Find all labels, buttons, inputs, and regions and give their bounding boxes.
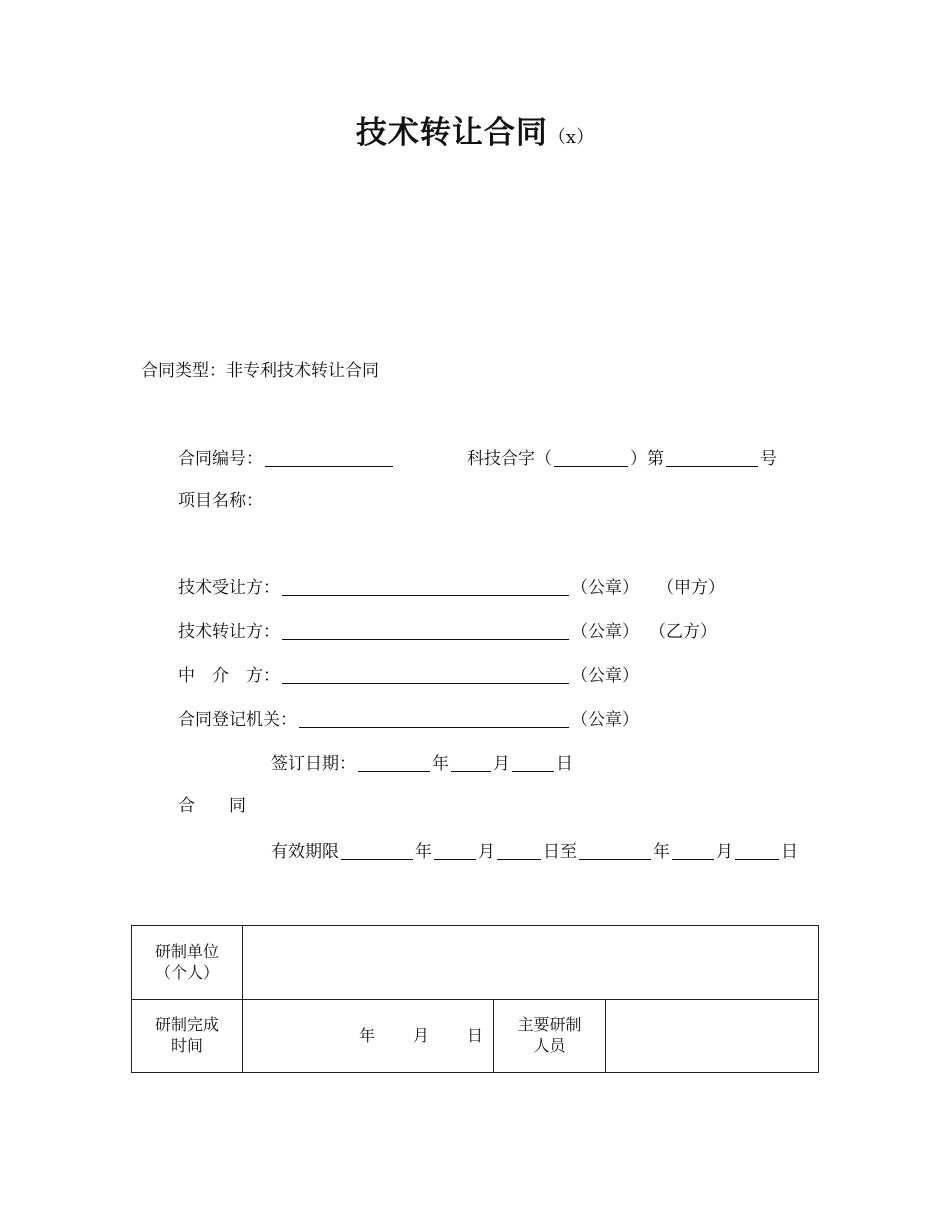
tech-mid: ）第	[630, 449, 664, 469]
contract-no-label: 合同编号：	[178, 449, 263, 469]
valid-from-year-field[interactable]	[341, 842, 413, 860]
project-name-label: 项目名称：	[178, 491, 263, 511]
valid-to-year-field[interactable]	[579, 842, 651, 860]
transferee-row	[178, 578, 725, 597]
valid-from-month-unit: 月	[478, 842, 495, 862]
valid-to-year-unit: 年	[653, 842, 670, 862]
completion-date-cell[interactable]	[243, 1000, 494, 1073]
contract-no-row	[178, 449, 395, 468]
title-main: 技术转让合同	[355, 115, 548, 151]
valid-from-year-unit: 年	[415, 842, 432, 862]
completion-year-unit: 年	[358, 1025, 375, 1045]
tech-contract-no-row	[467, 449, 777, 468]
sign-day-field[interactable]	[512, 754, 554, 772]
transferee-seal: （公章）	[571, 578, 639, 598]
transferee-field[interactable]	[282, 578, 569, 596]
contract-type-value: 非专利技术转让合同	[226, 361, 379, 381]
contract-type-label: 合同类型：	[141, 361, 226, 381]
sign-date-label: 签订日期：	[271, 754, 356, 774]
registrar-seal: （公章）	[571, 710, 639, 730]
sign-day-unit: 日	[556, 754, 573, 774]
validity-label: 有效期限	[271, 842, 339, 862]
table-row	[132, 1000, 819, 1073]
personnel-value-cell[interactable]	[606, 1000, 819, 1073]
contract-type-row	[141, 363, 379, 380]
sign-year-field[interactable]	[358, 754, 430, 772]
transferor-row	[178, 622, 717, 641]
unit-label-line-1: 研制单位	[154, 941, 219, 961]
project-name-row	[178, 493, 263, 510]
unit-label-line-2: （个人）	[154, 962, 219, 982]
valid-from-day-field[interactable]	[497, 842, 541, 860]
valid-from-month-field[interactable]	[434, 842, 476, 860]
transferor-label: 技术转让方：	[178, 622, 280, 642]
tech-number-field[interactable]	[666, 449, 758, 467]
tech-suffix: 号	[760, 449, 777, 469]
intermediary-row	[178, 666, 639, 685]
table-row	[132, 926, 819, 1000]
intermediary-seal: （公章）	[571, 666, 639, 686]
tech-year-field[interactable]	[554, 449, 628, 467]
transferor-seal: （公章）	[571, 622, 639, 642]
title-suffix: （x）	[547, 127, 595, 148]
unit-value-cell[interactable]	[243, 926, 819, 1000]
valid-to-day-field[interactable]	[735, 842, 779, 860]
unit-label-cell	[132, 926, 243, 1000]
personnel-label-line-1: 主要研制	[517, 1015, 582, 1035]
completion-day-unit: 日	[466, 1025, 483, 1045]
valid-to-day-unit: 日	[781, 842, 798, 862]
registrar-label: 合同登记机关：	[178, 710, 297, 730]
intermediary-label: 中 介 方：	[178, 666, 280, 686]
transferor-field[interactable]	[282, 622, 569, 640]
page-title	[0, 115, 950, 151]
contract-no-field[interactable]	[265, 449, 393, 467]
research-info-table	[131, 925, 819, 1073]
time-label-line-2: 时间	[170, 1036, 203, 1055]
valid-from-day-unit: 日至	[543, 842, 577, 862]
sign-year-unit: 年	[432, 754, 449, 774]
tech-prefix: 科技合字（	[467, 449, 552, 469]
valid-to-month-field[interactable]	[672, 842, 714, 860]
sign-month-unit: 月	[493, 754, 510, 774]
completion-month-unit: 月	[412, 1025, 429, 1045]
sign-date-row	[271, 754, 573, 773]
personnel-label-line-2: 人员	[533, 1036, 566, 1055]
transferee-label: 技术受让方：	[178, 578, 280, 598]
registrar-row	[178, 710, 639, 729]
valid-to-month-unit: 月	[716, 842, 733, 862]
party-b-label: （乙方）	[649, 622, 717, 642]
validity-label-top: 合 同	[178, 796, 246, 816]
personnel-label-cell	[494, 1000, 606, 1073]
validity-row	[271, 842, 798, 861]
intermediary-field[interactable]	[282, 666, 569, 684]
party-a-label: （甲方）	[657, 578, 725, 598]
time-label-cell	[132, 1000, 243, 1073]
sign-month-field[interactable]	[451, 754, 491, 772]
time-label-line-1: 研制完成	[154, 1015, 219, 1035]
registrar-field[interactable]	[299, 710, 569, 728]
